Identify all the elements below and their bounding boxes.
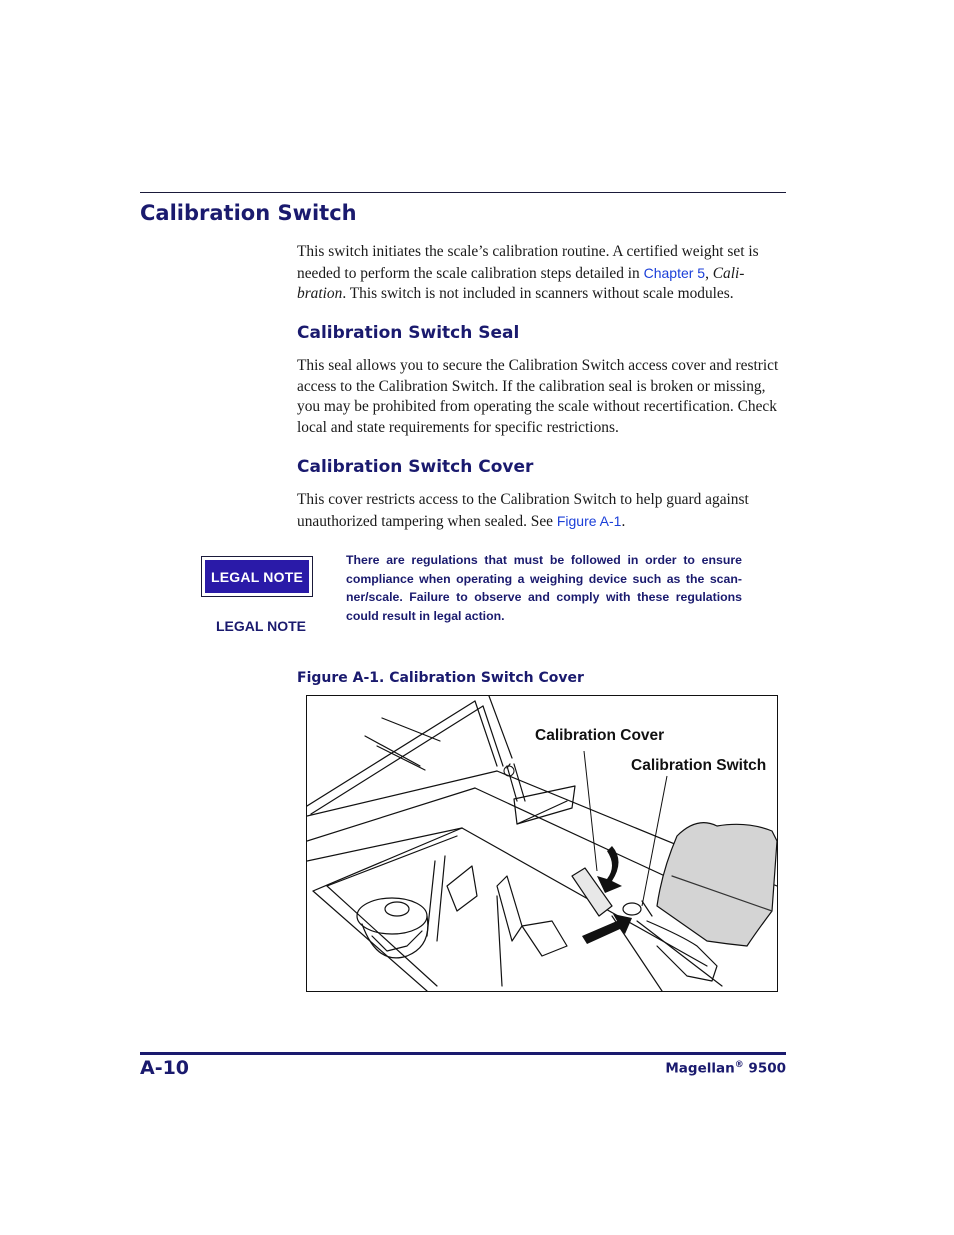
product-name xyxy=(665,1060,786,1077)
intro-separator: , xyxy=(705,264,713,282)
legal-note-text: There are regulations that must be followed in order to ensure compliance when operating a weighing device such as the scanner/scale. Failure to observe and comply with these regulations could result in legal action. xyxy=(346,553,742,624)
cover-text: This cover restricts access to the Calibration Switch to help guard against unauthorized tampering when sealed. See xyxy=(297,491,749,530)
calibration-cover-illustration xyxy=(306,695,778,992)
intro-italic: Calibration xyxy=(297,264,745,302)
chapter-5-link[interactable]: Chapter 5 xyxy=(643,264,706,281)
intro-text-end: . This switch is not included in scanners without scale modules. xyxy=(342,285,734,302)
page-number: A-10 xyxy=(140,1057,190,1079)
legal-note-badge-label: LEGAL NOTE xyxy=(205,560,309,593)
figure-a1-link[interactable]: Figure A-1 xyxy=(556,512,622,529)
section-title: Calibration Switch xyxy=(140,201,357,225)
seal-paragraph: This seal allows you to secure the Calibration Switch access cover and restrict access to the Calibration Switch. If the calibration seal is broken or missing, you may be prohibited from operating the scale without recertification. Check local and state requirements for specific restrictions. xyxy=(297,357,779,436)
product-model: 9500 xyxy=(748,1060,786,1077)
legal-note-badge xyxy=(201,556,313,597)
cover-paragraph xyxy=(297,490,787,532)
bottom-rule xyxy=(140,1052,786,1055)
seal-heading: Calibration Switch Seal xyxy=(297,323,520,343)
product-name-text: Magellan xyxy=(665,1060,735,1077)
intro-paragraph xyxy=(297,242,787,305)
figure-caption: Figure A-1. Calibration Switch Cover xyxy=(297,670,584,686)
callout-calibration-cover: Calibration Cover xyxy=(535,727,665,744)
legal-note-caption: LEGAL NOTE xyxy=(216,618,306,634)
cover-heading: Calibration Switch Cover xyxy=(297,457,534,477)
callout-calibration-switch: Calibration Switch xyxy=(631,757,767,774)
cover-text-end: . xyxy=(621,512,626,530)
registered-mark: ® xyxy=(734,1060,744,1070)
intro-text: This switch initiates the scale’s calibration routine. A certified weight set is needed to perform the scale calibration steps detailed in xyxy=(297,243,759,282)
top-rule xyxy=(140,192,786,193)
